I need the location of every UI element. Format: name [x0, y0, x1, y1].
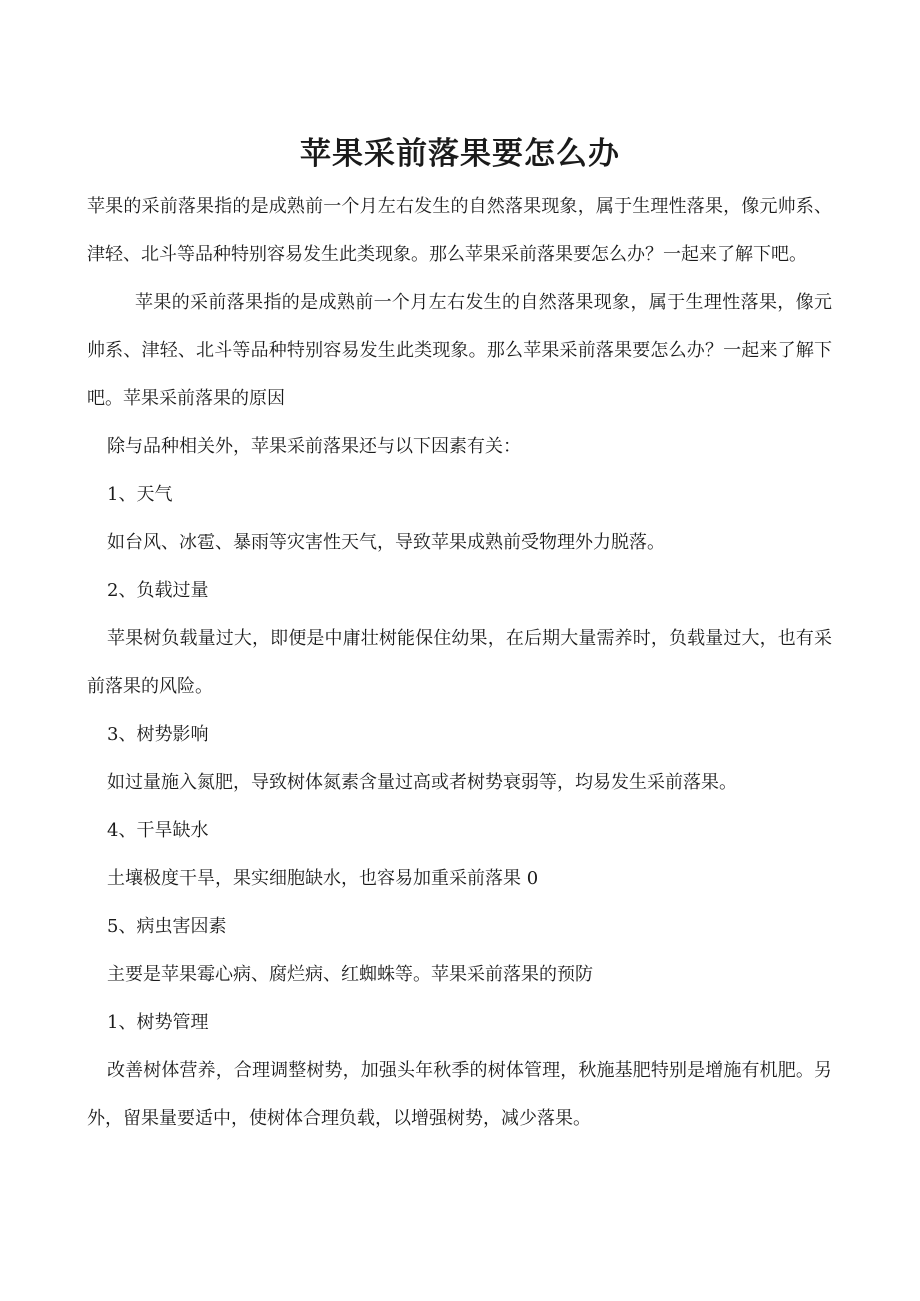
- body-paragraph: 土壤极度干旱，果实细胞缺水，也容易加重采前落果 0: [107, 868, 539, 889]
- section-heading: 2、负载过量: [107, 580, 209, 601]
- body-paragraph: 主要是苹果霉心病、腐烂病、红蜘蛛等。苹果采前落果的预防: [107, 964, 593, 985]
- section-heading: 3、树势影响: [107, 724, 209, 745]
- section-heading: 1、天气: [107, 484, 173, 505]
- body-paragraph: 如过量施入氮肥，导致树体氮素含量过高或者树势衰弱等，均易发生采前落果。: [107, 772, 737, 793]
- document-body: [87, 183, 832, 1143]
- body-paragraph: 如台风、冰雹、暴雨等灾害性天气，导致苹果成熟前受物理外力脱落。: [107, 532, 665, 553]
- body-paragraph: 苹果的采前落果指的是成熟前一个月左右发生的自然落果现象，属于生理性落果，像元帅系、津轻、北斗等品种特别容易发生此类现象。那么苹果采前落果要怎么办？一起来了解下吧。苹果采前落果的原因: [87, 292, 832, 409]
- section-heading: 5、病虫害因素: [107, 916, 227, 937]
- section-heading: 1、树势管理: [107, 1012, 209, 1033]
- document-title: 苹果采前落果要怎么办: [300, 136, 620, 172]
- body-paragraph: 改善树体营养，合理调整树势，加强头年秋季的树体管理，秋施基肥特别是增施有机肥。另外，留果量要适中，使树体合理负载，以增强树势，减少落果。: [87, 1060, 832, 1129]
- body-paragraph: 除与品种相关外，苹果采前落果还与以下因素有关：: [107, 436, 521, 457]
- intro-paragraph: 苹果的采前落果指的是成熟前一个月左右发生的自然落果现象，属于生理性落果，像元帅系、津轻、北斗等品种特别容易发生此类现象。那么苹果采前落果要怎么办？一起来了解下吧。: [87, 196, 832, 265]
- body-paragraph: 苹果树负载量过大，即便是中庸壮树能保住幼果，在后期大量需养时，负载量过大，也有采前落果的风险。: [87, 628, 832, 697]
- section-heading: 4、干旱缺水: [107, 820, 209, 841]
